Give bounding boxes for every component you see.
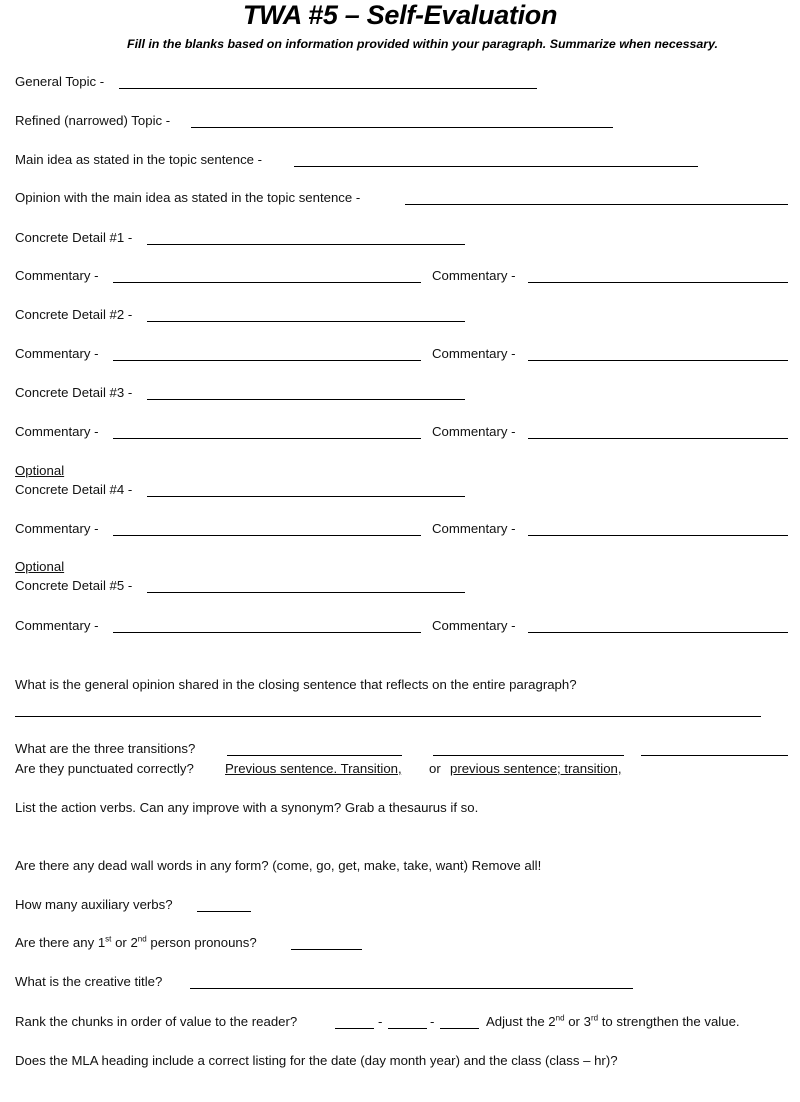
pronouns-question	[15, 935, 257, 950]
rank-row	[15, 1014, 790, 1032]
main-idea-row	[15, 152, 790, 170]
commentary-blank[interactable]	[528, 632, 788, 633]
detail5-blank[interactable]	[147, 592, 465, 593]
commentary-blank[interactable]	[113, 438, 421, 439]
commentary-label: Commentary -	[15, 268, 99, 283]
detail1-label: Concrete Detail #1 -	[15, 230, 133, 245]
opinion-label: Opinion with the main idea as stated in the topic sentence -	[15, 190, 361, 205]
commentary-blank[interactable]	[113, 535, 421, 536]
commentary-blank[interactable]	[528, 535, 788, 536]
commentary-row-2	[15, 346, 790, 364]
commentary-row-3	[15, 424, 790, 442]
transitions-row	[15, 741, 790, 759]
detail1-row	[15, 230, 790, 248]
creative-title-question: What is the creative title?	[15, 974, 163, 989]
closing-answer-blank[interactable]	[15, 716, 761, 717]
instructions: Fill in the blanks based on information provided within your paragraph. Summarize when necessary.	[127, 37, 718, 51]
main-idea-blank[interactable]	[294, 166, 698, 167]
pronouns-blank[interactable]	[291, 949, 362, 950]
general-topic-blank[interactable]	[119, 88, 537, 89]
rank-question: Rank the chunks in order of value to the reader?	[15, 1014, 298, 1029]
optional-heading: Optional	[15, 559, 65, 574]
detail2-row	[15, 307, 790, 325]
commentary-label: Commentary -	[432, 268, 516, 283]
rank-dash: -	[430, 1014, 435, 1029]
commentary-label: Commentary -	[432, 424, 516, 439]
pronouns-row	[15, 935, 790, 953]
commentary-blank[interactable]	[528, 360, 788, 361]
optional-label-4	[15, 463, 790, 481]
detail4-blank[interactable]	[147, 496, 465, 497]
mla-question: Does the MLA heading include a correct listing for the date (day month year) and the class (class – hr)?	[15, 1053, 618, 1068]
general-topic-row	[15, 74, 790, 92]
commentary-label: Commentary -	[15, 521, 99, 536]
adjust-sup-rd: rd	[590, 1013, 599, 1023]
main-idea-label: Main idea as stated in the topic sentence -	[15, 152, 263, 167]
pronouns-text-b: or 2	[111, 935, 138, 950]
auxiliary-blank[interactable]	[197, 911, 251, 912]
mla-row	[15, 1053, 790, 1071]
commentary-blank[interactable]	[113, 360, 421, 361]
transition2-blank[interactable]	[433, 755, 624, 756]
pronouns-text-c: person pronouns?	[146, 935, 257, 950]
refined-topic-blank[interactable]	[191, 127, 613, 128]
pronouns-text-a: Are there any 1	[15, 935, 106, 950]
punctuation-example-2: previous sentence; transition,	[450, 761, 622, 776]
adjust-text-b: or 3	[564, 1014, 591, 1029]
commentary-label: Commentary -	[432, 346, 516, 361]
commentary-label: Commentary -	[15, 346, 99, 361]
punctuation-row	[15, 761, 790, 779]
adjust-text-c: to strengthen the value.	[598, 1014, 740, 1029]
rank-blank-1[interactable]	[335, 1028, 374, 1029]
optional-label-5	[15, 559, 790, 577]
commentary-blank[interactable]	[528, 438, 788, 439]
punctuation-example-1: Previous sentence. Transition,	[225, 761, 402, 776]
detail4-label: Concrete Detail #4 -	[15, 482, 133, 497]
action-verbs-question: List the action verbs. Can any improve with a synonym? Grab a thesaurus if so.	[15, 800, 479, 815]
detail3-label: Concrete Detail #3 -	[15, 385, 133, 400]
commentary-label: Commentary -	[15, 618, 99, 633]
pronouns-sup-st: st	[105, 934, 112, 944]
punctuation-or: or	[429, 761, 441, 776]
rank-blank-2[interactable]	[388, 1028, 427, 1029]
detail4-row	[15, 482, 790, 500]
transitions-question: What are the three transitions?	[15, 741, 196, 756]
refined-topic-label: Refined (narrowed) Topic -	[15, 113, 171, 128]
dead-words-row	[15, 858, 790, 876]
closing-answer-row	[15, 702, 790, 720]
dead-words-question: Are there any dead wall words in any form? (come, go, get, make, take, want) Remove all!	[15, 858, 542, 873]
commentary-row-1	[15, 268, 790, 286]
adjust-instruction	[486, 1014, 740, 1029]
commentary-blank[interactable]	[113, 282, 421, 283]
creative-title-row	[15, 974, 790, 992]
detail2-blank[interactable]	[147, 321, 465, 322]
adjust-sup-nd: nd	[555, 1013, 565, 1023]
detail3-blank[interactable]	[147, 399, 465, 400]
commentary-blank[interactable]	[113, 632, 421, 633]
detail5-row	[15, 578, 790, 596]
optional-heading: Optional	[15, 463, 65, 478]
commentary-row-5	[15, 618, 790, 636]
opinion-row	[15, 190, 790, 208]
rank-blank-3[interactable]	[440, 1028, 479, 1029]
detail2-label: Concrete Detail #2 -	[15, 307, 133, 322]
detail5-label: Concrete Detail #5 -	[15, 578, 133, 593]
transition1-blank[interactable]	[227, 755, 402, 756]
detail3-row	[15, 385, 790, 403]
closing-question-row	[15, 677, 790, 695]
refined-topic-row	[15, 113, 790, 131]
commentary-label: Commentary -	[432, 521, 516, 536]
rank-dash: -	[378, 1014, 383, 1029]
adjust-text-a: Adjust the 2	[486, 1014, 556, 1029]
action-verbs-row	[15, 800, 790, 818]
transition3-blank[interactable]	[641, 755, 788, 756]
auxiliary-row	[15, 897, 790, 915]
pronouns-sup-nd: nd	[137, 934, 147, 944]
detail1-blank[interactable]	[147, 244, 465, 245]
page-title: TWA #5 – Self-Evaluation	[242, 0, 558, 30]
commentary-blank[interactable]	[528, 282, 788, 283]
commentary-label: Commentary -	[432, 618, 516, 633]
punctuation-question: Are they punctuated correctly?	[15, 761, 194, 776]
commentary-row-4	[15, 521, 790, 539]
creative-title-blank[interactable]	[190, 988, 633, 989]
opinion-blank[interactable]	[405, 204, 788, 205]
auxiliary-question: How many auxiliary verbs?	[15, 897, 173, 912]
closing-question: What is the general opinion shared in the closing sentence that reflects on the entire paragraph?	[15, 677, 577, 692]
commentary-label: Commentary -	[15, 424, 99, 439]
general-topic-label: General Topic -	[15, 74, 105, 89]
